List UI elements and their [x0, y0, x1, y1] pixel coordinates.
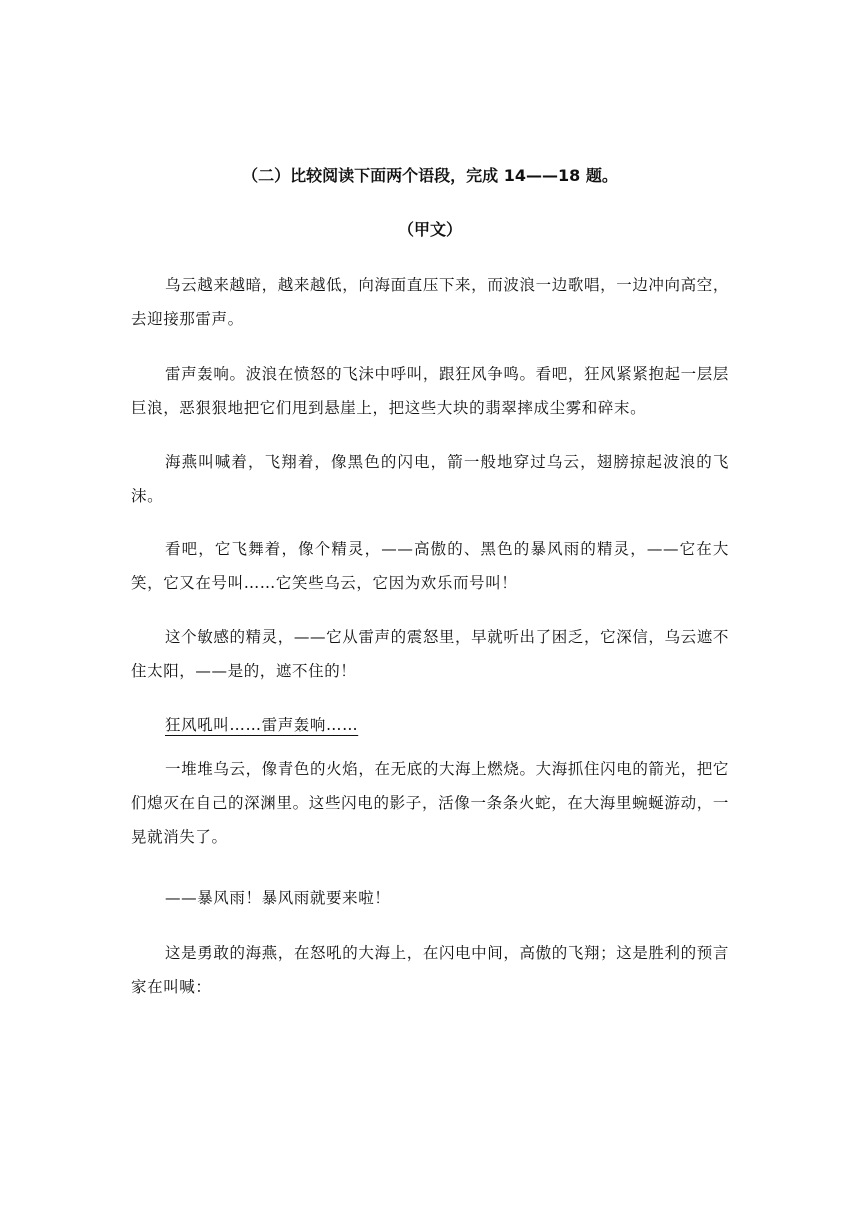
text-subtitle: （甲文） [397, 220, 462, 239]
paragraph-2: 雷声轰响。波浪在愤怒的飞沫中呼叫，跟狂风争鸣。看吧，狂风紧紧抱起一层层巨浪，恶狠狠地把它们甩到悬崖上，把这些大块的翡翠摔成尘雾和碎末。 [131, 365, 729, 417]
paragraph-1: 乌云越来越暗，越来越低，向海面直压下来，而波浪一边歌唱，一边冲向高空，去迎接那雷声。 [131, 276, 729, 328]
section-heading: （二）比较阅读下面两个语段，完成 14——18 题。 [242, 166, 618, 185]
paragraph-8: ——暴风雨！暴风雨就要来啦！ [165, 889, 391, 907]
paragraph-6 [131, 708, 729, 742]
paragraph-7: 一堆堆乌云，像青色的火焰，在无底的大海上燃烧。大海抓住闪电的箭光，把它们熄灭在自己的深渊里。这些闪电的影子，活像一条条火蛇，在大海里蜿蜒游动，一晃就消失了。 [131, 760, 729, 846]
underlined-sentence: 狂风吼叫……雷声轰响…… [165, 716, 359, 734]
paragraph-3: 海燕叫喊着，飞翔着，像黑色的闪电，箭一般地穿过乌云，翅膀掠起波浪的飞沫。 [131, 453, 729, 505]
paragraph-4: 看吧，它飞舞着，像个精灵，——高傲的、黑色的暴风雨的精灵，——它在大笑，它又在号叫……它笑些乌云，它因为欢乐而号叫！ [131, 540, 729, 592]
paragraph-5: 这个敏感的精灵，——它从雷声的震怒里，早就听出了困乏，它深信，乌云遮不住太阳，——是的，遮不住的！ [131, 628, 729, 680]
paragraph-9: 这是勇敢的海燕，在怒吼的大海上，在闪电中间，高傲的飞翔；这是胜利的预言家在叫喊： [131, 944, 729, 996]
